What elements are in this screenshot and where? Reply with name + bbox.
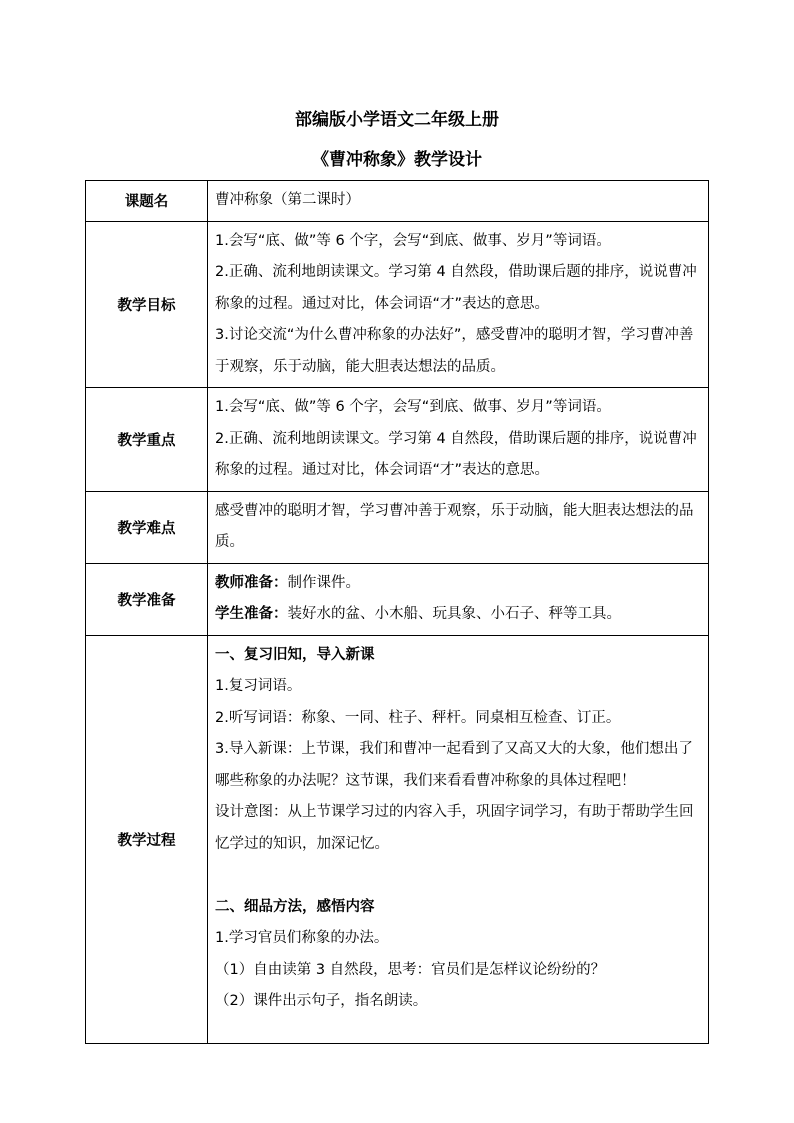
process-design-intent: 设计意图：从上节课学习过的内容入手，巩固字词学习，有助于帮助学生回忆学过的知识，加深记忆。 bbox=[215, 804, 694, 852]
topic-value: 曹冲称象（第二课时） bbox=[215, 192, 360, 208]
row-content-preparation bbox=[208, 563, 709, 635]
table-row-preparation bbox=[86, 563, 709, 635]
table-row-key-points bbox=[86, 388, 709, 492]
student-preparation-label: 学生准备： bbox=[215, 606, 288, 622]
process-section1-line-3: 3.导入新课：上节课，我们和曹冲一起看到了又高又大的大象，他们想出了哪些称象的办法呢？这节课，我们来看看曹冲称象的具体过程吧！ bbox=[215, 741, 693, 789]
process-section2-line-1: 1.学习官员们称象的办法。 bbox=[215, 930, 389, 946]
process-section1-heading: 一、复习旧知，导入新课 bbox=[215, 646, 375, 663]
teacher-preparation bbox=[215, 568, 702, 600]
process-section2-heading: 二、细品方法，感悟内容 bbox=[215, 898, 375, 915]
table-row-topic bbox=[86, 181, 709, 222]
row-content-topic bbox=[208, 181, 709, 222]
teacher-preparation-text: 制作课件。 bbox=[287, 574, 360, 591]
row-content-goals bbox=[208, 221, 709, 388]
teacher-preparation-label: 教师准备： bbox=[215, 574, 288, 591]
blank-line bbox=[215, 860, 702, 892]
process-section2-line-3: （2）课件出示句子，指名朗读。 bbox=[215, 993, 428, 1009]
goals-line-1: 1.会写“底、做”等 6 个字，会写“到底、做事、岁月”等词语。 bbox=[215, 232, 611, 249]
row-label-process: 教学过程 bbox=[86, 635, 208, 1043]
table-row-goals bbox=[86, 221, 709, 388]
process-section1-line-2: 2.听写词语：称象、一同、柱子、秤杆。同桌相互检查、订正。 bbox=[215, 709, 621, 726]
difficulties-text: 感受曹冲的聪明才智，学习曹冲善于观察，乐于动脑，能大胆表达想法的品质。 bbox=[215, 502, 694, 550]
row-content-difficulties bbox=[208, 491, 709, 563]
goals-line-3: 3.讨论交流“为什么曹冲称象的办法好”，感受曹冲的聪明才智，学习曹冲善于观察，乐于动脑，能大胆表达想法的品质。 bbox=[215, 327, 694, 375]
document-subtitle: 《曹冲称象》教学设计 bbox=[312, 150, 482, 170]
goals-line-2: 2.正确、流利地朗读课文。学习第 4 自然段，借助课后题的排序，说说曹冲称象的过程。通过对比，体会词语“才”表达的意思。 bbox=[215, 264, 697, 312]
row-label-goals: 教学目标 bbox=[86, 221, 208, 388]
row-label-topic: 课题名 bbox=[86, 181, 208, 222]
row-content-process bbox=[208, 635, 709, 1043]
row-content-key-points bbox=[208, 388, 709, 492]
student-preparation bbox=[215, 599, 702, 631]
student-preparation-text: 装好水的盆、小木船、玩具象、小石子、秤等工具。 bbox=[287, 606, 621, 622]
table-row-difficulties bbox=[86, 491, 709, 563]
document-title: 部编版小学语文二年级上册 bbox=[295, 110, 499, 130]
table-row-process bbox=[86, 635, 709, 1043]
key-points-line-2: 2.正确、流利地朗读课文。学习第 4 自然段，借助课后题的排序，说说曹冲称象的过程。通过对比，体会词语“才”表达的意思。 bbox=[215, 430, 697, 478]
key-points-line-1: 1.会写“底、做”等 6 个字，会写“到底、做事、岁月”等词语。 bbox=[215, 399, 611, 415]
process-section1-line-1: 1.复习词语。 bbox=[215, 678, 302, 694]
row-label-difficulties: 教学难点 bbox=[86, 491, 208, 563]
process-section2-line-2: （1）自由读第 3 自然段，思考：官员们是怎样议论纷纷的？ bbox=[215, 961, 606, 978]
row-label-preparation: 教学准备 bbox=[86, 563, 208, 635]
row-label-key-points: 教学重点 bbox=[86, 388, 208, 492]
lesson-plan-table bbox=[85, 180, 709, 1044]
